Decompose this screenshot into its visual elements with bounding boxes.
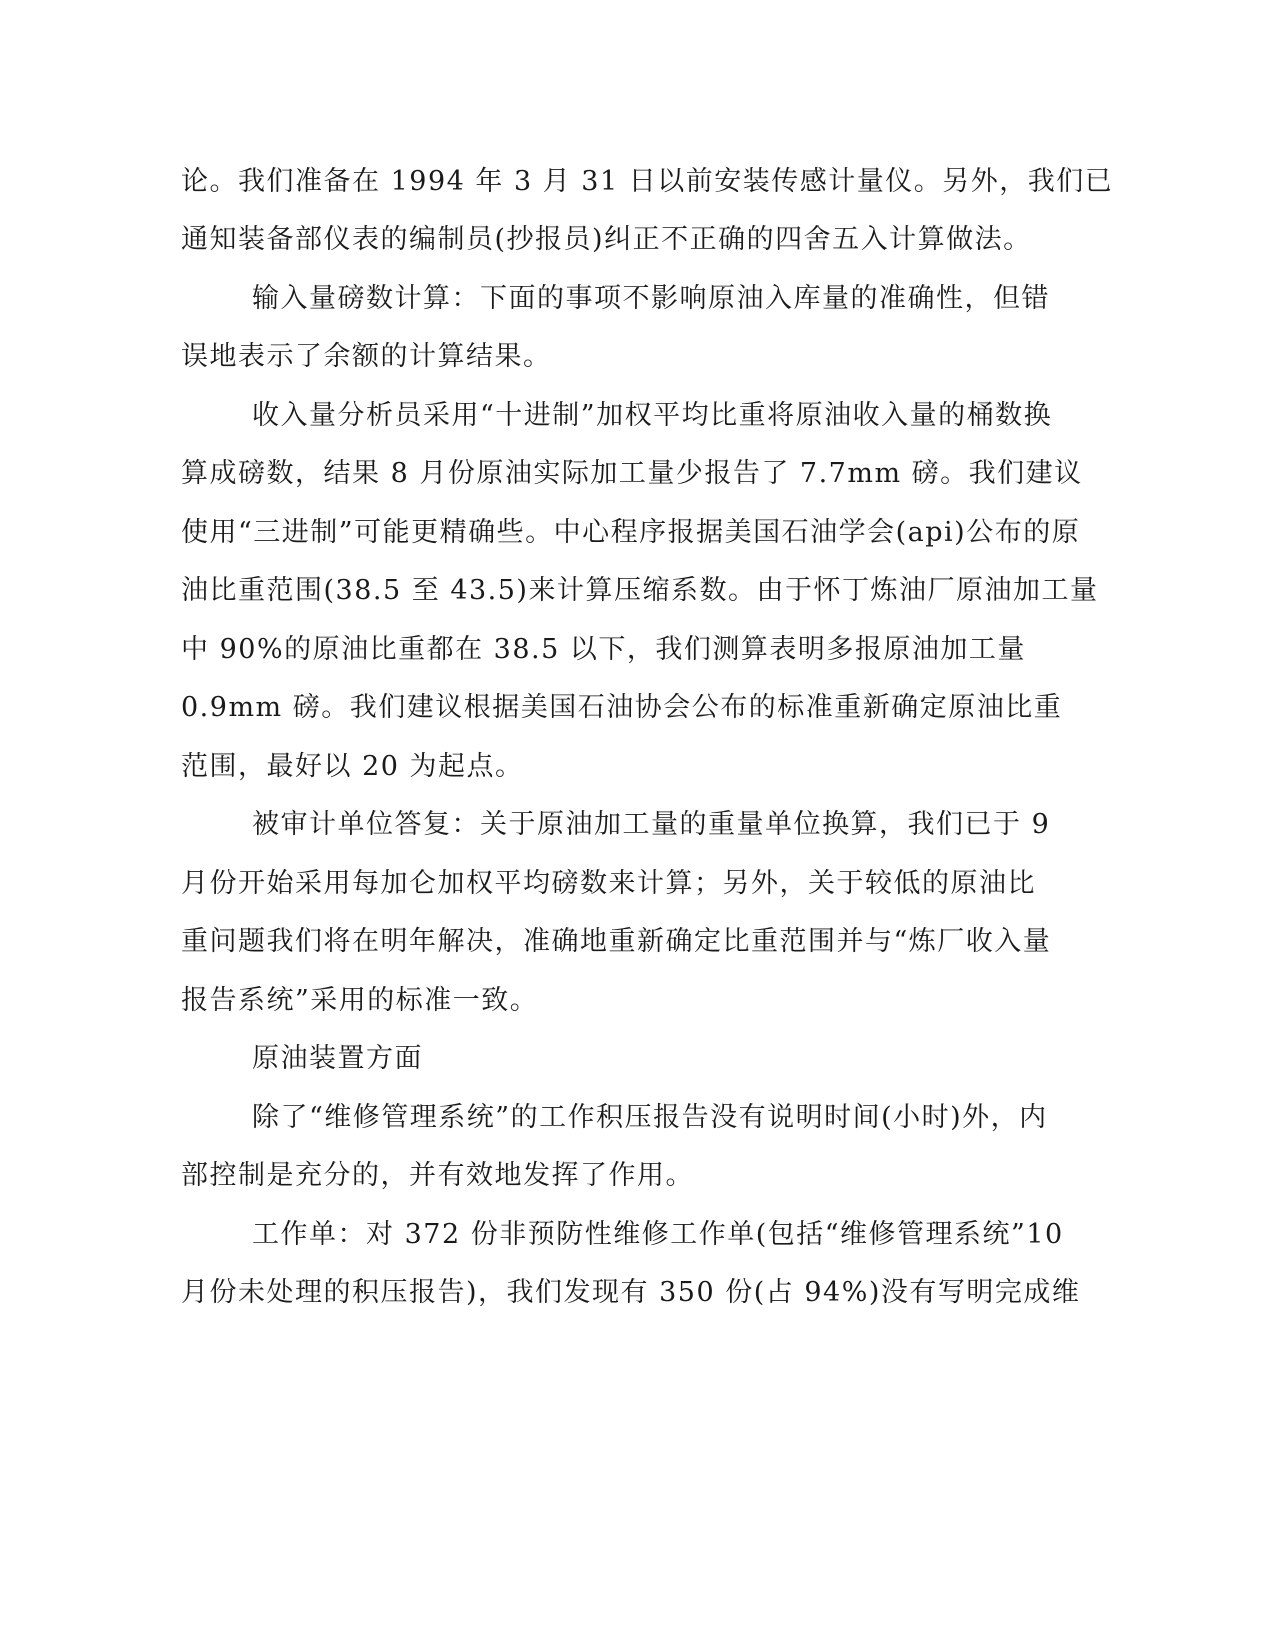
text-line: 范围，最好以 20 为起点。 (181, 751, 524, 782)
text-line: 报告系统”采用的标准一致。 (181, 985, 539, 1016)
text-line: 部控制是充分的，并有效地发挥了作用。 (181, 1160, 694, 1191)
paragraph-first-line: 工作单：对 372 份非预防性维修工作单(包括“维修管理系统”10 (252, 1219, 1064, 1250)
text-line: 月份开始采用每加仑加权平均磅数来计算；另外，关于较低的原油比 (181, 868, 1036, 899)
paragraph-first-line: 收入量分析员采用“十进制”加权平均比重将原油收入量的桶数换 (252, 400, 1053, 431)
text-line: 油比重范围(38.5 至 43.5)来计算压缩系数。由于怀丁炼油厂原油加工量 (181, 575, 1099, 606)
paragraph-first-line: 被审计单位答复：关于原油加工量的重量单位换算，我们已于 9 (252, 809, 1051, 840)
text-line: 论。我们准备在 1994 年 3 月 31 日以前安装传感计量仪。另外，我们已 (181, 166, 1114, 197)
text-line: 重问题我们将在明年解决，准确地重新确定比重范围并与“炼厂收入量 (181, 926, 1052, 957)
text-line: 通知装备部仪表的编制员(抄报员)纠正不正确的四舍五入计算做法。 (181, 224, 1032, 255)
text-line: 误地表示了余额的计算结果。 (181, 341, 552, 372)
text-line: 0.9mm 磅。我们建议根据美国石油协会公布的标准重新确定原油比重 (181, 692, 1063, 723)
text-line: 使用“三进制”可能更精确些。中心程序报据美国石油学会(api)公布的原 (181, 517, 1081, 548)
paragraph-first-line: 除了“维修管理系统”的工作积压报告没有说明时间(小时)外，内 (252, 1102, 1048, 1133)
text-line: 算成磅数，结果 8 月份原油实际加工量少报告了 7.7mm 磅。我们建议 (181, 458, 1083, 489)
section-heading: 原油装置方面 (252, 1043, 423, 1074)
text-line: 月份未处理的积压报告)，我们发现有 350 份(占 94%)没有写明完成维 (181, 1277, 1081, 1308)
paragraph-first-line: 输入量磅数计算：下面的事项不影响原油入库量的准确性，但错 (252, 283, 1050, 314)
text-line: 中 90%的原油比重都在 38.5 以下，我们测算表明多报原油加工量 (181, 634, 1026, 665)
